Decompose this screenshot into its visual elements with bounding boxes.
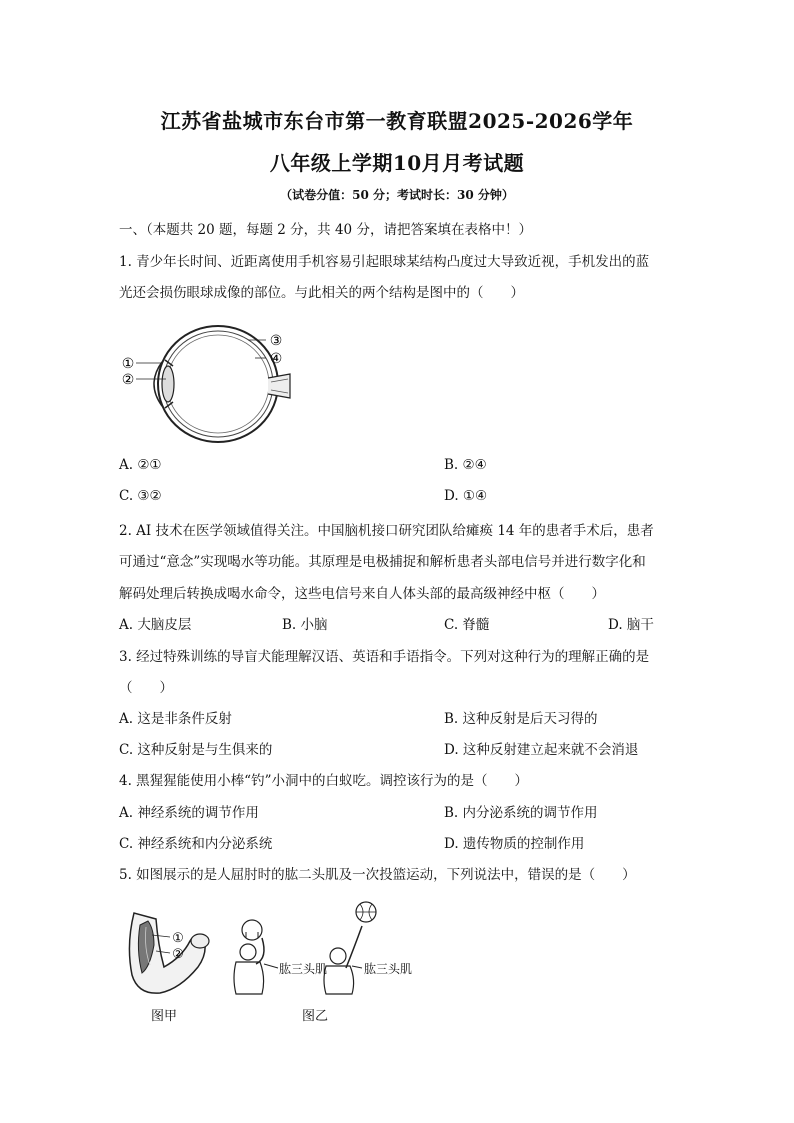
q1-option-b: B. ②④: [444, 457, 487, 473]
q2-option-c: C. 脊髓: [444, 617, 490, 633]
player2-head-icon: [330, 948, 346, 964]
eye-label-3: ③: [269, 333, 283, 349]
eye-label-4: ④: [269, 351, 283, 367]
q2-option-d: D. 脑干: [608, 617, 654, 633]
muscle-label-2: 肱三头肌: [364, 962, 413, 976]
q1-option-d: D. ①④: [444, 488, 488, 504]
q4-option-b: B. 内分泌系统的调节作用: [444, 805, 598, 821]
section-heading: 一、（本题共 20 题，每题 2 分，共 40 分，请把答案填在表格中！）: [119, 222, 532, 238]
eye-diagram: [118, 316, 293, 446]
q3-option-c: C. 这种反射是与生俱来的: [119, 742, 273, 758]
basketball-figure: [228, 898, 428, 1000]
q2-text-line2: 可通过“意念”实现喝水等功能。其原理是电极捕捉和解析患者头部电信号并进行数字化和: [119, 554, 646, 570]
q5-text-line1: 5. 如图展示的是人屈肘时的肱二头肌及一次投篮运动，下列说法中，错误的是（ ）: [119, 867, 636, 883]
arm-muscle-figure: [120, 905, 220, 1000]
q1-text-line2: 光还会损伤眼球成像的部位。与此相关的两个结构是图中的（ ）: [119, 285, 524, 301]
q1-text-line1: 1. 青少年长时间、近距离使用手机容易引起眼球某结构凸度过大导致近视，手机发出的蓝: [119, 254, 650, 270]
q2-option-b: B. 小脑: [282, 617, 328, 633]
exam-info: （试卷分值：50 分；考试时长：30 分钟）: [280, 188, 514, 202]
exam-title-line1: 江苏省盐城市东台市第一教育联盟2025-2026学年: [160, 109, 634, 133]
figure-caption-a: 图甲: [151, 1009, 178, 1024]
q3-option-b: B. 这种反射是后天习得的: [444, 711, 598, 727]
q4-text-line1: 4. 黑猩猩能使用小棒“钓”小洞中的白蚁吃。调控该行为的是（ ）: [119, 773, 528, 789]
q2-text-line3: 解码处理后转换成喝水命令，这些电信号来自人体头部的最高级神经中枢（ ）: [119, 586, 605, 602]
q3-option-a: A. 这是非条件反射: [119, 711, 232, 727]
player1-head-icon: [240, 944, 256, 960]
q4-option-a: A. 神经系统的调节作用: [119, 805, 259, 821]
exam-title-line2: 八年级上学期10月月考试题: [269, 151, 525, 175]
q4-option-c: C. 神经系统和内分泌系统: [119, 836, 273, 852]
eye-label-1: ①: [121, 356, 135, 372]
arm-label-2: ②: [172, 947, 184, 962]
q3-text-line1: 3. 经过特殊训练的导盲犬能理解汉语、英语和手语指令。下列对这种行为的理解正确的是: [119, 649, 650, 665]
q1-option-c: C. ③②: [119, 488, 162, 504]
q3-text-line2: （ ）: [119, 680, 173, 696]
figure-caption-b: 图乙: [302, 1009, 329, 1024]
q1-option-a: A. ②①: [119, 457, 162, 473]
q2-option-a: A. 大脑皮层: [119, 617, 192, 633]
q3-option-d: D. 这种反射建立起来就不会消退: [444, 742, 639, 758]
muscle-label-1: 肱三头肌: [279, 962, 328, 976]
eye-label-2: ②: [121, 372, 135, 388]
q2-text-line1: 2. AI 技术在医学领域值得关注。中国脑机接口研究团队给瘫痪 14 年的患者手术后，患者: [119, 523, 654, 539]
q4-option-d: D. 遗传物质的控制作用: [444, 836, 585, 852]
arm-label-1: ①: [172, 931, 184, 946]
